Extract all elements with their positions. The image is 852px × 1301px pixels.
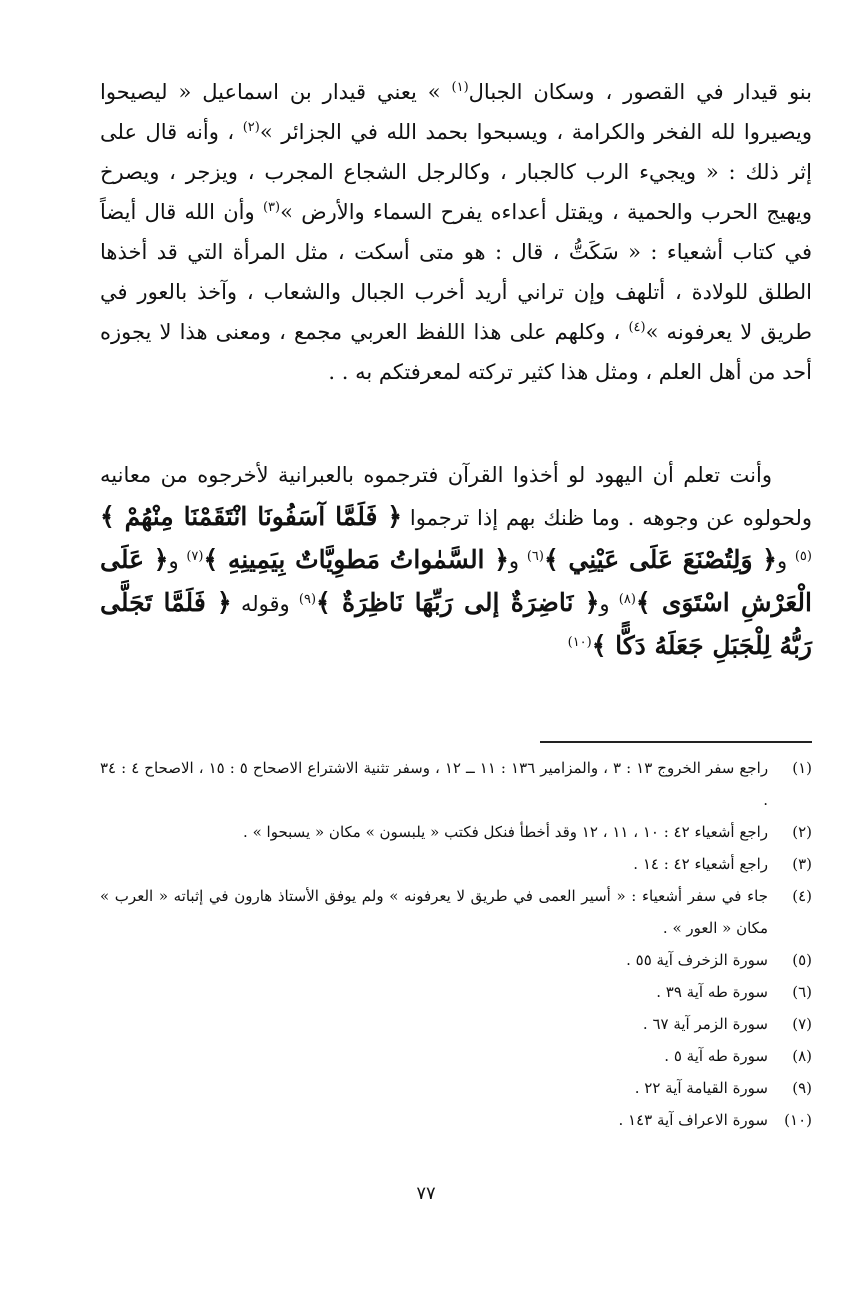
footnote-item <box>100 1072 812 1104</box>
footnote-text: سورة القيامة آية ٢٢ . <box>634 1079 768 1097</box>
footnote-item <box>100 1040 812 1072</box>
footnote-number: (٥) <box>792 951 812 969</box>
paragraph-2-segment: وأنت تعلم أن اليهود لو أخذوا القرآن فترجموه بالعبرانية لأخرجوه من معانيه ولحولوه عن وجوهه . وما ظنك بهم إذا ترجموا <box>100 463 812 530</box>
paragraph-1-segment: » يعني قيدار بن اسماعيل « ليصيحوا ويصيروا لله الفخر والكرامة ، ويسبحوا بحمد الله في الجزائر » <box>100 80 812 144</box>
footnote-item <box>100 848 812 880</box>
footnote-item <box>100 880 812 944</box>
quran-verse: ﴿ السَّمٰواتُ مَطوِيَّاتٌ بِيَمِينِهِ ﴾ <box>203 545 509 574</box>
footnote-number: (٧) <box>792 1015 812 1033</box>
footnote-text: جاء في سفر أشعياء : « أسير العمى في طريق لا يعرفونه » ولم يوفق الأستاذ هارون في إثباته « العرب » مكان « العور » . <box>100 887 768 937</box>
paragraph-1-segment: بنو قيدار في القصور ، وسكان الجبال <box>468 80 812 104</box>
conjunction: و <box>599 592 610 616</box>
footnote-ref: (١٠) <box>567 635 592 650</box>
quran-verse: ﴿ عَلَى الْعَرْشِ اسْتَوَى ﴾ <box>100 545 812 617</box>
quran-verse: ﴿ نَاضِرَةٌ إلى رَبِّهَا نَاظِرَةٌ ﴾ <box>316 588 600 617</box>
conjunction: و <box>508 549 520 573</box>
paragraph-2 <box>100 454 812 668</box>
footnote-ref: (٨) <box>618 592 636 607</box>
footnote-ref: (٦) <box>526 549 544 564</box>
paragraph-1-segment: ، وأنه قال على إثر ذلك : « ويجيء الرب كالجبار ، وكالرجل الشجاع المجرب ، ويزجر ، ويصرخ ويهيج الحرب والحمية ، ويقتل أعداءه يفرح السماء والأرض » <box>100 120 812 224</box>
footnote-ref: (٤) <box>628 320 646 335</box>
main-text <box>100 72 812 392</box>
footnote-number: (٤) <box>792 887 812 905</box>
conjunction: و <box>776 549 788 573</box>
footnote-item <box>100 752 812 816</box>
footnote-text: سورة الاعراف آية ١٤٣ . <box>618 1111 768 1129</box>
footnote-number: (١) <box>792 759 812 777</box>
quran-verse: ﴿ فَلَمَّا تَجَلَّى رَبُّهُ لِلْجَبَلِ جَعَلَهُ دَكًّا ﴾ <box>100 588 812 660</box>
footnote-number: (٢) <box>792 823 812 841</box>
paragraph-1-segment: وأن الله قال أيضاً في كتاب أشعياء : « سَكَتُّ ، قال : هو متى أسكت ، مثل المرأة التي قد أخذها الطلق للولادة ، أتلهف وإن تراني أريد أخرب الجبال والشعاب ، وآخذ بالعور في طريق لا يعرفونه » <box>100 200 812 344</box>
quran-verse: ﴿ وَلِتُصْنَعَ عَلَى عَيْنِي ﴾ <box>543 545 777 574</box>
footnotes-list <box>100 752 812 1136</box>
footnote-item <box>100 976 812 1008</box>
conjunction: وقوله <box>240 592 290 616</box>
footnote-item <box>100 1008 812 1040</box>
footnote-number: (٦) <box>792 983 812 1001</box>
footnote-number: (٨) <box>792 1047 812 1065</box>
footnote-ref: (٥) <box>794 549 812 564</box>
footnote-text: سورة الزمر آية ٦٧ . <box>642 1015 768 1033</box>
paragraph-1-segment: ، وكلهم على هذا اللفظ العربي مجمع ، ومعنى هذا لا يجوزه أحد من أهل العلم ، ومثل هذا كثير تركته لمعرفتكم به . . <box>100 320 812 384</box>
footnote-text: سورة طه آية ٣٩ . <box>656 983 768 1001</box>
footnote-ref: (١) <box>451 80 469 95</box>
footnote-text: سورة الزخرف آية ٥٥ . <box>626 951 768 969</box>
footnote-item <box>100 816 812 848</box>
footnote-ref: (٣) <box>262 200 281 215</box>
footnote-text: راجع سفر الخروج ١٣ : ٣ ، والمزامير ١٣٦ : ١١ ــ ١٢ ، وسفر تثنية الاشتراع الاصحاح ٥ : ١٥ ، الاصحاح ٤ : ٣٤ . <box>100 759 769 809</box>
footnote-number: (٣) <box>792 855 812 873</box>
footnote-ref: (٩) <box>298 592 317 607</box>
conjunction: و <box>168 549 179 573</box>
quran-verse: ﴿ فَلَمَّا آسَفُونَا انْتَقَمْنَا مِنْهُمْ ﴾ <box>100 502 403 531</box>
footnote-text: راجع أشعياء ٤٢ : ١٠ ، ١١ ، ١٢ وقد أخطأ فنكل فكتب « يلبسون » مكان « يسبحوا » . <box>243 823 768 841</box>
footnote-ref: (٧) <box>186 549 204 564</box>
footnote-divider <box>540 741 812 743</box>
footnote-text: راجع أشعياء ٤٢ : ١٤ . <box>633 855 768 873</box>
footnote-item <box>100 1104 812 1136</box>
footnote-item <box>100 944 812 976</box>
footnote-number: (٩) <box>792 1079 812 1097</box>
footnote-text: سورة طه آية ٥ . <box>664 1047 768 1065</box>
footnote-ref: (٢) <box>242 120 260 135</box>
page-number: ٧٧ <box>416 1183 436 1204</box>
paragraph-1 <box>100 72 812 392</box>
footnote-number: (١٠) <box>784 1111 812 1129</box>
